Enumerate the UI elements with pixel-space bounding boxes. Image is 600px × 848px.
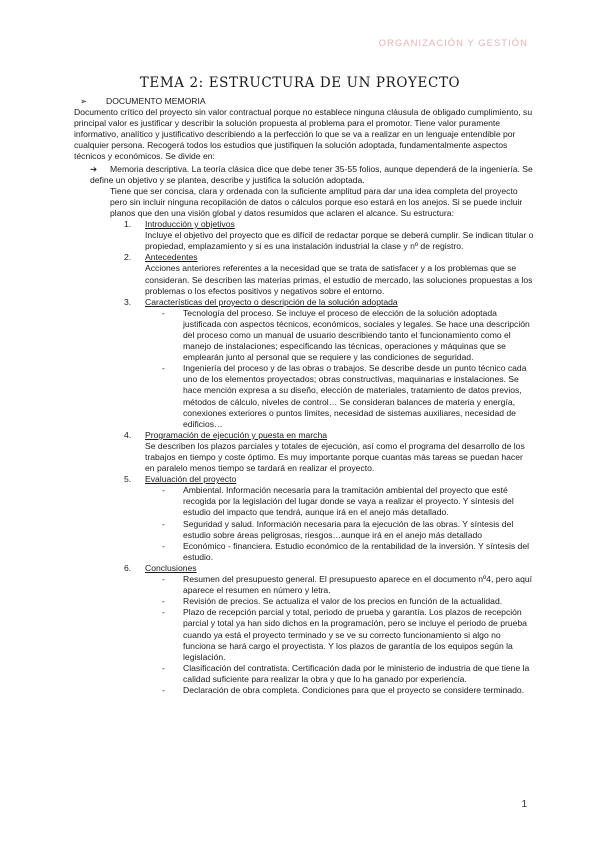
list-item: [124, 474, 534, 563]
memoria-lead-text: Memoria descriptiva. La teoría clásica dice que debe tener 35-55 folios, aunque dependerá de la ingeniería. Se define un objetivo y se plantea, describe y justifica la solución adoptada.: [90, 163, 533, 185]
structure-list: [124, 219, 534, 696]
sub-bullet: - Tecnología del proceso. Se incluye el proceso de elección de la solución adoptada justificada con aspectos técnicos, económicos, sociales y legales. Se hace una descripción del proceso como un manual de usuario describiendo tanto el funcionamiento como el manejo de instalaciones; especificando las técnicas, operaciones y máquinas que se emplearán junto al personal que se requiere y las condiciones de seguridad.: [162, 307, 530, 363]
list-item: [124, 297, 534, 430]
item-number: 1.: [124, 219, 132, 230]
section-heading-text: DOCUMENTO MEMORIA: [106, 96, 206, 106]
sub-bullet: - Resumen del presupuesto general. El presupuesto aparece en el documento nº4, pero aquí aparece el resumen en número y letra.: [162, 574, 533, 596]
list-item: [124, 430, 534, 474]
arrow-bullet-icon: ➢: [80, 96, 88, 106]
document-body: [74, 96, 534, 696]
dash-bullet-icon: -: [162, 485, 165, 496]
dash-bullet-icon: -: [162, 518, 165, 529]
sub-bullet-list: [162, 308, 534, 430]
sub-bullet: - Revisión de precios. Se actualiza el valor de los precios en función de la actualidad.: [162, 596, 503, 607]
item-text: Acciones anteriores referentes a la necesidad que se trata de satisfacer y a los problemas que se consideran. Se describen las materias primas, el estudio de mercado, las soluciones propuestas a los problemas o los efectos positivos y negativos sobre el entorno.: [145, 263, 533, 296]
dash-bullet-icon: -: [162, 684, 165, 695]
right-arrow-icon: ➔: [90, 163, 98, 174]
section-intro: Documento crítico del proyecto sin valor contractual porque no establece ninguna cláusula de obligado cumplimiento, su principal valor es justificar y describir la solución propuesta al problema para el promotor. Tiene valor puramente informativo, analítico y justificativo describiendo a la perfección lo que se va a realizar en un lenguaje entendible por cualquier persona. Recogerá todos los estudios que justifiquen la solución adoptada, fundamentalmente aspectos técnicos y económicos. Se divide en:: [74, 107, 533, 162]
dash-bullet-icon: -: [162, 540, 165, 551]
item-heading: Evaluación del proyecto: [145, 474, 237, 485]
page-number: 1: [521, 799, 527, 810]
item-number: 3.: [124, 296, 132, 307]
item-number: 2.: [124, 252, 132, 263]
dash-bullet-icon: -: [162, 363, 165, 374]
sub-bullet-list: [162, 485, 534, 563]
dash-bullet-icon: -: [162, 596, 165, 607]
item-heading: Antecedentes: [145, 252, 198, 263]
item-heading: Programación de ejecución y puesta en marcha: [145, 429, 328, 440]
item-heading: Características del proyecto o descripción de la solución adoptada: [145, 296, 398, 307]
dash-bullet-icon: -: [162, 307, 165, 318]
item-text: Incluye el objetivo del proyecto que es difícil de redactar porque se deberá cumplir. Se indican titular o propiedad, emplazamiento y si es una instalación industrial la clase y nº de registro.: [145, 230, 534, 252]
section-heading: [80, 96, 534, 107]
memoria-descriptiva-lead: [90, 164, 534, 186]
item-number: 6.: [124, 562, 132, 573]
item-number: 4.: [124, 429, 132, 440]
dash-bullet-icon: -: [162, 662, 165, 673]
item-number: 5.: [124, 474, 132, 485]
course-header: ORGANIZACIÓN Y GESTIÓN: [378, 38, 528, 49]
sub-bullet: - Ambiental. Información necesaria para la tramitación ambiental del proyecto que esté recogida por la legislación del lugar donde se vaya a realizar el proyecto. Y síntesis del estudio del impacto que tendrá, aunque irá en el anejo más detallado.: [162, 485, 514, 518]
sub-bullet: - Plazo de recepción parcial y total, periodo de prueba y garantía. Los plazos de recepción parcial y total ya han sido dichos en la programación, pero se incluye el periodo de prueba cuando ya está el proyecto terminado y se ve su correcto funcionamiento si algo no funciona se hará cargo el proyectista. Y los plazos de garantía de los equipos según la legislación.: [162, 607, 527, 662]
sub-bullet: - Clasificación del contratista. Certificación dada por le ministerio de industria de que tiene la calidad suficiente para realizar la obra y que lo ha ganado por experiencia.: [162, 662, 530, 684]
sub-bullet: - Ingeniería del proceso y de las obras o trabajos. Se describe desde un punto técnico cada uno de los elementos proyectados; obras constructivas, maquinarias e instalaciones. Se hace mención expresa a su diseño, elección de materiales, tratamiento de datos previos, métodos de cálculo, niveles de control… Se consideran balances de materia y energía, conexiones exteriores o puntos límites, necesidad de sistemas auxiliares, necesidad de edificios…: [162, 363, 527, 429]
sub-bullet: - Económico - financiera. Estudio económico de la rentabilidad de la inversión. Y síntesis del estudio.: [162, 540, 530, 562]
dash-bullet-icon: -: [162, 574, 165, 585]
dash-bullet-icon: -: [162, 607, 165, 618]
sub-bullet-list: [162, 574, 534, 696]
item-heading: Conclusiones: [145, 562, 197, 573]
sub-bullet: - Seguridad y salud. Información necesaria para la ejecución de las obras. Y síntesis del estudio sobre áreas peligrosas, riesgos…aunque irá en el anejo más detallado: [162, 518, 514, 540]
memoria-body: Tiene que ser concisa, clara y ordenada con la suficiente amplitud para dar una idea completa del proyecto pero sin incluir ninguna recopilación de datos o cálculos porque eso estará en los anejos. Si se puede incluir planos que den una visión global y datos resumidos que aclaren el alcance. Su estructura:: [110, 185, 523, 218]
sub-bullet: - Declaración de obra completa. Condiciones para que el proyecto se considere terminado.: [162, 684, 525, 695]
list-item: [124, 219, 534, 252]
page-title: TEMA 2: ESTRUCTURA DE UN PROYECTO: [139, 75, 461, 91]
item-text: Se describen los plazos parciales y totales de ejecución, así como el programa del desarrollo de los trabajos en tiempo y coste óptimo. Es muy importante porque cuantas más tareas se puedan hacer en paralelo menos tiempo se tardará en realizar el proyecto.: [145, 440, 525, 474]
item-heading: Introducción y objetivos: [145, 219, 235, 230]
list-item: [124, 563, 534, 696]
list-item: [124, 252, 534, 296]
